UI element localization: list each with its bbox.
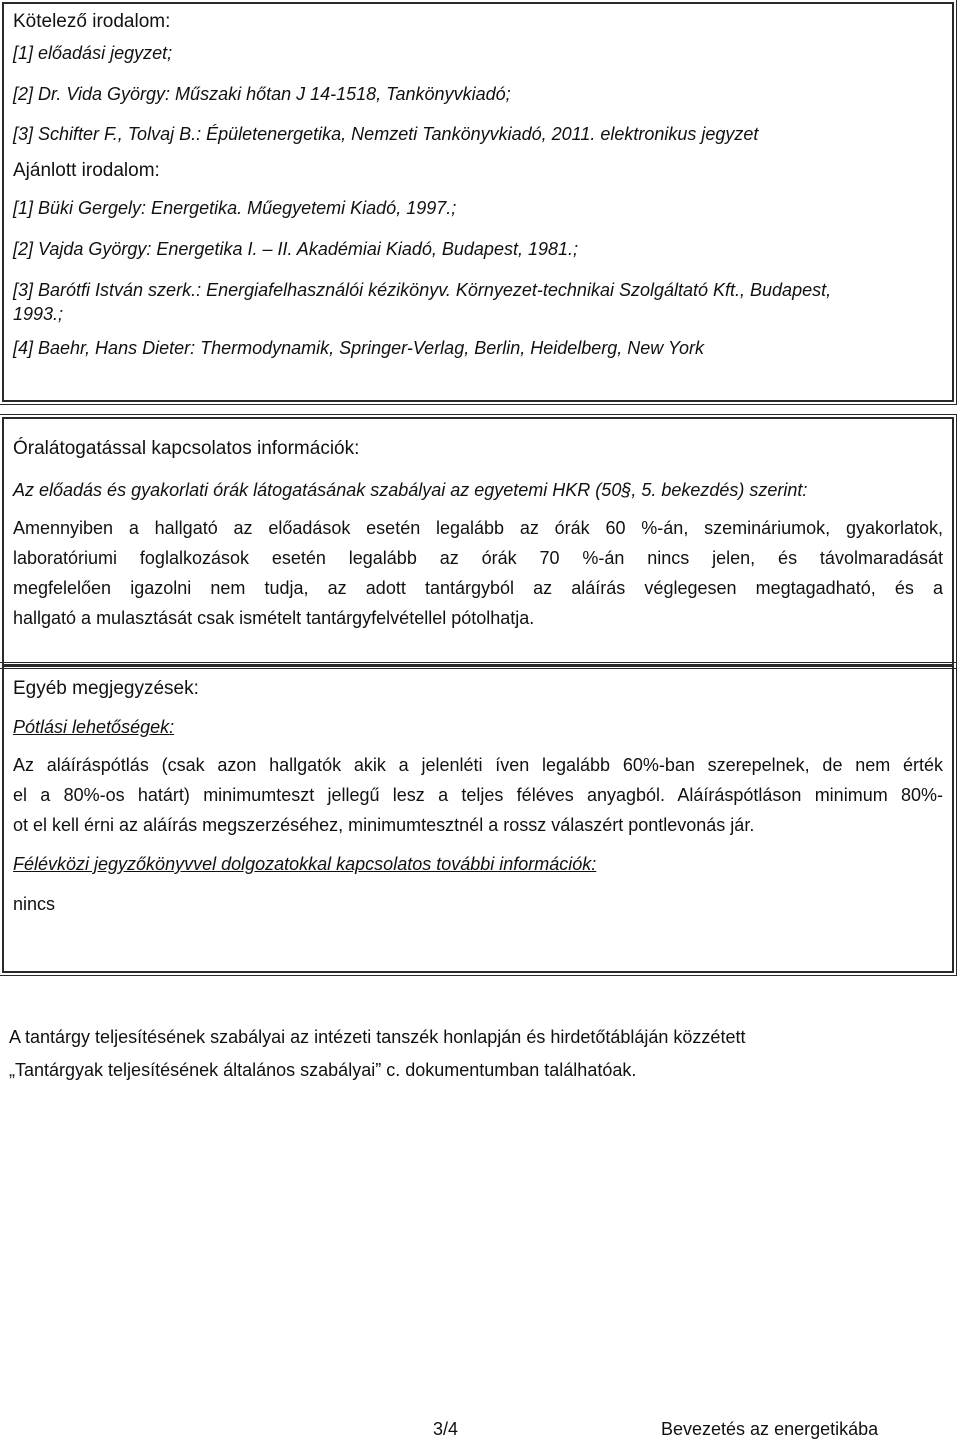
recommended-item-3-cont: 1993.; — [13, 304, 64, 324]
makeup-line-2: el a 80%-os határt) minimumteszt jellegű lesz a teljes féléves anyagból. Aláíráspótláson minimum 80%- — [13, 785, 943, 805]
attendance-line-4: hallgató a mulasztását csak ismételt tantárgyfelvétellel pótolhatja. — [13, 608, 535, 628]
makeup-line-3: ot el kell érni az aláírás megszerzéséhez, minimumtesztnél a rossz válaszért pontlevonás jár. — [13, 815, 755, 835]
midterm-heading: Félévközi jegyzőkönyvvel dolgozatokkal kapcsolatos további információk: — [13, 854, 597, 874]
notes-box — [2, 665, 954, 973]
required-literature-heading: Kötelező irodalom: — [13, 11, 171, 32]
attendance-box — [2, 417, 954, 666]
required-item-2: [2] Dr. Vida György: Műszaki hőtan J 14-1518, Tankönyvkiadó; — [13, 84, 511, 104]
required-item-1: [1] előadási jegyzet; — [13, 43, 173, 63]
midterm-value: nincs — [13, 894, 56, 914]
closing-line-1: A tantárgy teljesítésének szabályai az intézeti tanszék honlapján és hirdetőtábláján közzétett — [9, 1027, 746, 1047]
attendance-line-1: Amennyiben a hallgató az előadások esetén legalább az órák 60 %-án, szemináriumok, gyakorlatok, — [13, 518, 943, 538]
attendance-line-2: laboratóriumi foglalkozások esetén legalább az órák 70 %-án nincs jelen, és távolmaradását — [13, 548, 943, 568]
attendance-line-3: megfelelően igazolni nem tudja, az adott tantárgyból az aláírás véglegesen megtagadható, és a — [13, 578, 943, 598]
document-title: Bevezetés az energetikába — [661, 1419, 879, 1439]
recommended-literature-heading: Ajánlott irodalom: — [13, 160, 160, 181]
page-number: 3/4 — [433, 1419, 459, 1439]
attendance-rule-intro: Az előadás és gyakorlati órák látogatásának szabályai az egyetemi HKR (50§, 5. bekezdés) szerint: — [13, 480, 808, 500]
required-item-3: [3] Schifter F., Tolvaj B.: Épületenergetika, Nemzeti Tankönyvkiadó, 2011. elektronikus jegyzet — [13, 124, 759, 144]
makeup-line-1: Az aláíráspótlás (csak azon hallgatók akik a jelenléti íven legalább 60%-ban szerepelnek, de nem érték — [13, 755, 943, 775]
recommended-item-3: [3] Barótfi István szerk.: Energiafelhasználói kézikönyv. Környezet-technikai Szolgáltató Kft., Budapest, — [13, 280, 832, 300]
attendance-heading: Óralátogatással kapcsolatos információk: — [13, 438, 360, 459]
makeup-heading: Pótlási lehetőségek: — [13, 717, 175, 737]
notes-heading: Egyéb megjegyzések: — [13, 678, 199, 699]
literature-box — [2, 2, 954, 402]
closing-line-2: „Tantárgyak teljesítésének általános szabályai” c. dokumentumban találhatóak. — [9, 1060, 637, 1080]
recommended-item-4: [4] Baehr, Hans Dieter: Thermodynamik, Springer-Verlag, Berlin, Heidelberg, New York — [13, 338, 704, 358]
recommended-item-2: [2] Vajda György: Energetika I. – II. Akadémiai Kiadó, Budapest, 1981.; — [13, 239, 578, 259]
recommended-item-1: [1] Büki Gergely: Energetika. Műegyetemi Kiadó, 1997.; — [13, 198, 457, 218]
